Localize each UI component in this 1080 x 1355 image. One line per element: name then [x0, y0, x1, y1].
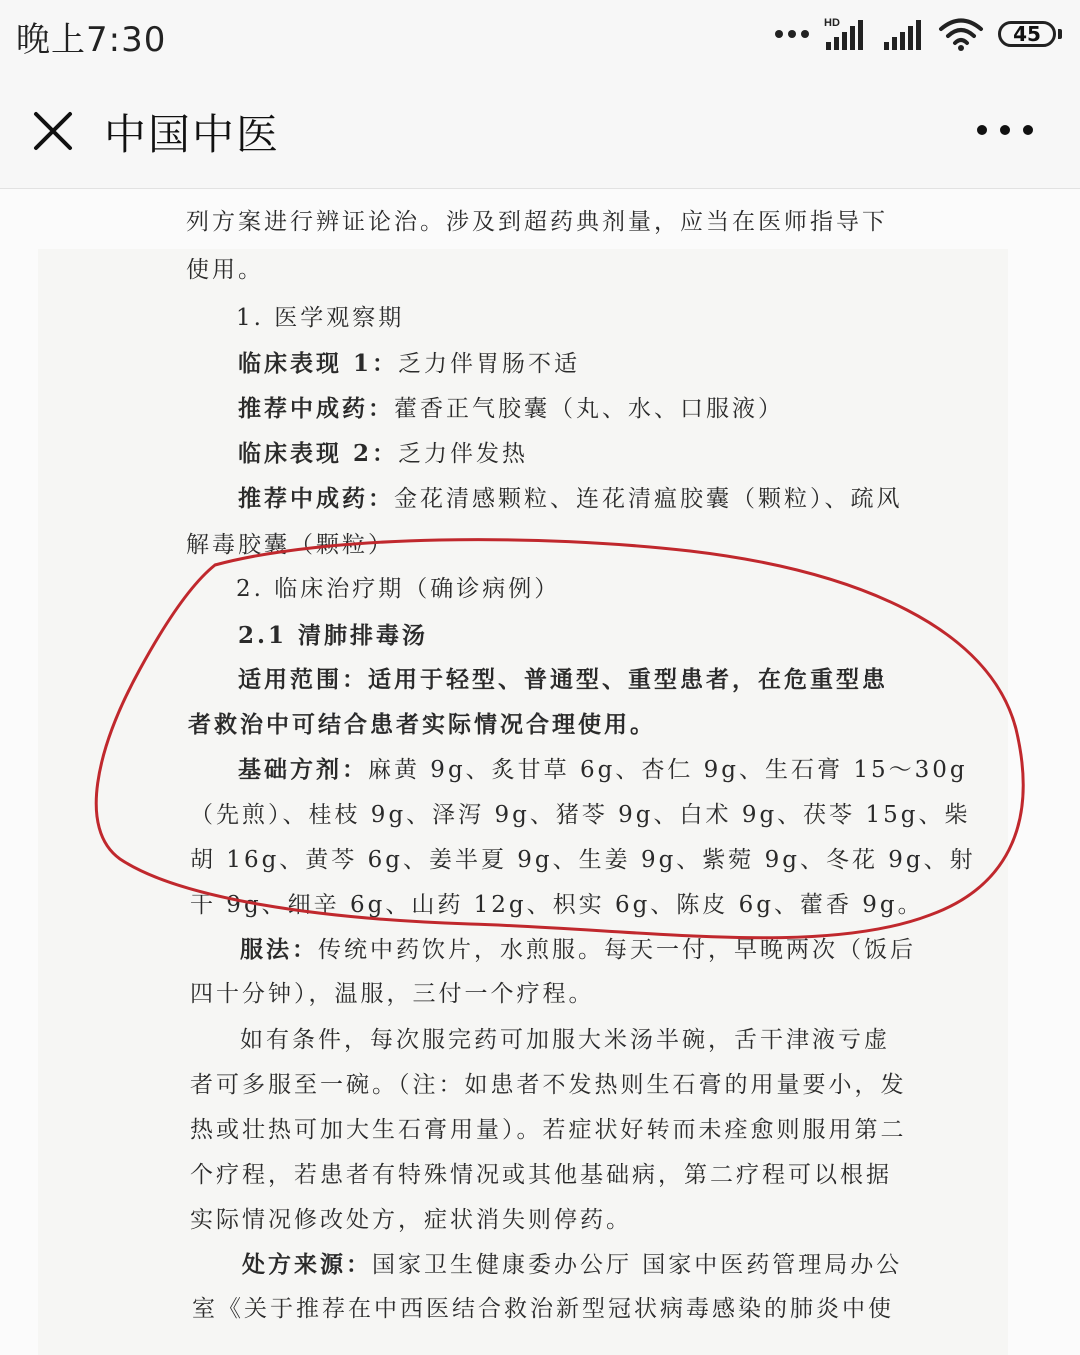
network-label: HD — [824, 17, 840, 29]
more-menu-icon[interactable] — [970, 108, 1040, 152]
close-icon[interactable] — [28, 106, 78, 156]
doc-line: 热或壮热可加大生石膏用量）。若症状好转而未痊愈则服用第二 — [190, 1117, 907, 1143]
document-image — [0, 189, 1080, 1355]
doc-line: 推荐中成药：金花清感颗粒、连花清瘟胶囊（颗粒）、疏风 — [238, 485, 903, 512]
doc-line: 干 9g、细辛 6g、山药 12g、枳实 6g、陈皮 6g、藿香 9g。 — [190, 892, 924, 918]
doc-line: 适用范围：适用于轻型、普通型、重型患者，在危重型患 — [238, 666, 888, 693]
nav-bar — [0, 78, 1080, 189]
doc-line: 处方来源：国家卫生健康委办公厅 国家中医药管理局办公 — [242, 1251, 903, 1278]
subsection-heading: 2.1 清肺排毒汤 — [238, 622, 429, 649]
hd-signal-icon — [824, 16, 868, 52]
wifi-icon — [938, 16, 984, 52]
status-bar — [0, 0, 1080, 78]
doc-line: 列方案进行辨证论治。涉及到超药典剂量，应当在医师指导下 — [186, 209, 888, 235]
signal-icon — [882, 16, 924, 52]
status-time: 晚上7:30 — [16, 20, 167, 60]
doc-line: 推荐中成药：藿香正气胶囊（丸、水、口服液） — [238, 395, 784, 422]
section-heading: 1. 医学观察期 — [236, 305, 405, 331]
doc-line: 者可多服至一碗。（注：如患者不发热则生石膏的用量要小，发 — [190, 1072, 907, 1098]
doc-line: 临床表现 2：乏力伴发热 — [238, 440, 529, 467]
doc-line: 个疗程，若患者有特殊情况或其他基础病，第二疗程可以根据 — [190, 1162, 892, 1188]
status-icons — [774, 14, 1062, 54]
doc-line: （先煎）、桂枝 9g、泽泻 9g、猪苓 9g、白术 9g、茯苓 15g、柴 — [190, 802, 971, 828]
page-title: 中国中医 — [104, 110, 281, 159]
doc-line: 胡 16g、黄芩 6g、姜半夏 9g、生姜 9g、紫菀 9g、冬花 9g、射 — [190, 847, 976, 873]
doc-line: 实际情况修改处方，症状消失则停药。 — [190, 1207, 632, 1233]
doc-line: 临床表现 1：乏力伴胃肠不适 — [238, 350, 581, 377]
section-heading: 2. 临床治疗期（确诊病例） — [236, 576, 561, 602]
doc-line: 基础方剂：麻黄 9g、炙甘草 6g、杏仁 9g、生石膏 15～30g — [238, 756, 968, 783]
doc-line: 使用。 — [186, 257, 264, 283]
battery-level: 45 — [1013, 22, 1041, 46]
doc-line: 如有条件，每次服完药可加服大米汤半碗，舌干津液亏虚 — [240, 1027, 890, 1053]
battery-icon — [998, 21, 1062, 47]
more-dots-icon — [774, 28, 810, 40]
doc-line: 解毒胶囊（颗粒） — [186, 532, 394, 558]
doc-line: 室《关于推荐在中西医结合救治新型冠状病毒感染的肺炎中使 — [192, 1296, 894, 1322]
doc-line: 者救治中可结合患者实际情况合理使用。 — [188, 711, 656, 738]
doc-line: 四十分钟），温服，三付一个疗程。 — [190, 981, 595, 1007]
doc-line: 服法：传统中药饮片，水煎服。每天一付，早晚两次（饭后 — [240, 936, 916, 963]
